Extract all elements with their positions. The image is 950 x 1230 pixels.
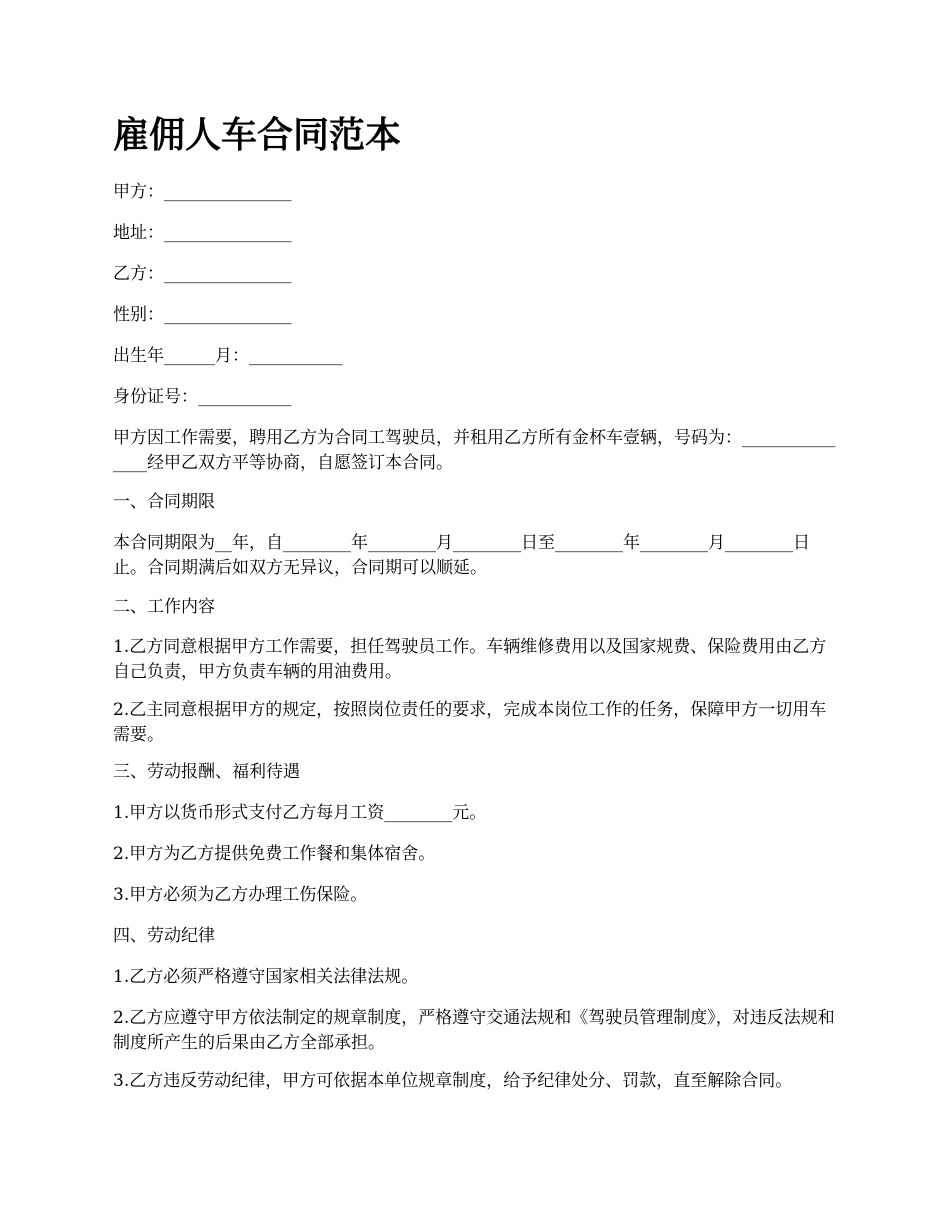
discipline-item: 1.乙方必须严格遵守国家相关法律法规。 [113,967,419,987]
pay-item: 2.甲方为乙方提供免费工作餐和集体宿舍。 [113,844,436,864]
work-item: 2.乙主同意根据甲方的规定，按照岗位责任的要求，完成本岗位工作的任务，保障甲方一切用车需要。 [113,700,827,745]
work-item: 1.乙方同意根据甲方工作需要，担任驾驶员工作。车辆维修费用以及国家规费、保险费用由乙方自己负责，甲方负责车辆的用油费用。 [113,637,827,682]
discipline-item: 2.乙方应遵守甲方依法制定的规章制度，严格遵守交通法规和《驾驶员管理制度》，对违反法规和制度所产生的后果由乙方全部承担。 [113,1008,835,1053]
birth-field: 出生年______月：___________ [113,346,343,366]
gender-field: 性别：_______________ [113,305,292,325]
address-field: 地址：_______________ [113,223,292,243]
section-heading-discipline: 四、劳动纪律 [113,926,215,946]
section-heading-work: 二、工作内容 [113,597,215,617]
pay-item: 1.甲方以货币形式支付乙方每月工资________元。 [113,803,487,823]
section-heading-pay: 三、劳动报酬、福利待遇 [113,762,300,782]
document-title: 雇佣人车合同范本 [113,115,402,156]
discipline-item: 3.乙方违反劳动纪律，甲方可依据本单位规章制度，给予纪律处分、罚款，直至解除合同。 [113,1071,793,1091]
term-paragraph: 本合同期限为__年，自________年________月________日至________年________月________日止。合同期满后如双方无异议，合同期可以顺延。 [113,533,810,578]
intro-paragraph: 甲方因工作需要，聘用乙方为合同工驾驶员，并租用乙方所有金杯车壹辆，号码为：_______________经甲乙双方平等协商，自愿签订本合同。 [113,428,836,473]
party-b-field: 乙方：_______________ [113,264,292,284]
id-number-field: 身份证号：___________ [113,387,292,407]
section-heading-term: 一、合同期限 [113,492,215,512]
pay-item: 3.甲方必须为乙方办理工伤保险。 [113,885,368,905]
party-a-field: 甲方：_______________ [113,182,292,202]
